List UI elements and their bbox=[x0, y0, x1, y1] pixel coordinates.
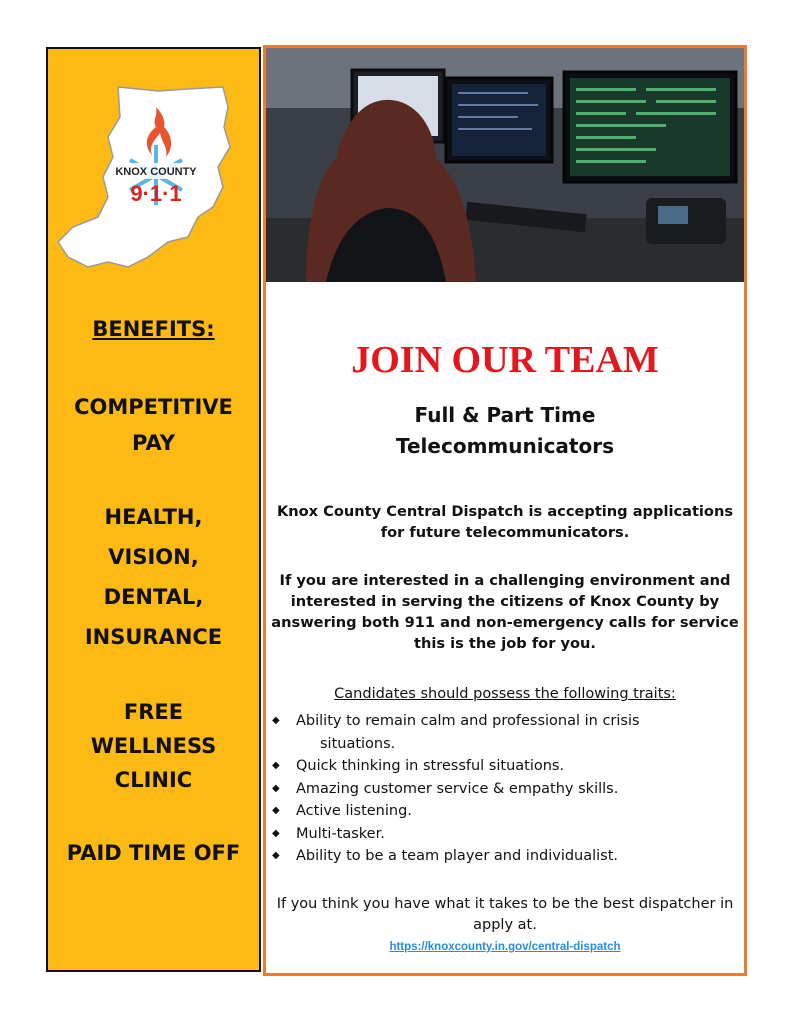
list-item bbox=[272, 823, 740, 846]
closing-text: If you think you have what it takes to be the best dispatcher in apply at. bbox=[276, 896, 734, 933]
benefit-wellness bbox=[48, 695, 259, 797]
benefit-line: WELLNESS bbox=[90, 734, 217, 758]
diamond-bullet-icon: ◆ bbox=[272, 715, 280, 726]
diamond-bullet-icon: ◆ bbox=[272, 827, 280, 839]
trait-text: Ability to remain calm and professional in crisis bbox=[296, 713, 640, 729]
list-item bbox=[272, 755, 740, 778]
diamond-bullet-icon: ◆ bbox=[272, 850, 280, 861]
subtitle-line: Telecommunicators bbox=[396, 434, 614, 458]
list-item bbox=[272, 778, 740, 801]
apply-link[interactable]: https://knoxcounty.in.gov/central-dispatch bbox=[389, 941, 621, 953]
benefit-line: VISION, bbox=[108, 545, 199, 569]
benefit-line: INSURANCE bbox=[84, 625, 223, 649]
traits-heading: Candidates should possess the following traits: bbox=[334, 686, 676, 702]
trait-text: Ability to be a team player and individualist. bbox=[296, 848, 619, 864]
logo-911-text: 9·1·1 bbox=[130, 181, 182, 206]
benefit-line: FREE bbox=[123, 700, 184, 724]
benefit-insurance bbox=[48, 497, 259, 657]
traits-list bbox=[272, 710, 740, 868]
benefit-line: PAID TIME OFF bbox=[66, 841, 241, 865]
list-item bbox=[272, 800, 740, 823]
list-item bbox=[272, 845, 740, 868]
benefit-pto bbox=[48, 833, 259, 873]
job-subtitle bbox=[266, 400, 744, 462]
logo-county-text: KNOX COUNTY bbox=[115, 166, 197, 178]
benefit-line: DENTAL, bbox=[103, 585, 204, 609]
dispatcher-photo bbox=[266, 48, 744, 282]
benefits-list bbox=[48, 317, 259, 873]
list-item bbox=[272, 710, 740, 755]
benefits-sidebar bbox=[46, 47, 261, 972]
job-posting-panel bbox=[263, 45, 747, 976]
benefit-line: PAY bbox=[132, 431, 175, 455]
trait-text-continued: situations. bbox=[320, 735, 396, 752]
interest-paragraph: If you are interested in a challenging environment and interested in serving the citizens of Knox County by answering both 911 and non-emergency calls for service this is the job for you. bbox=[271, 572, 739, 652]
benefits-heading: BENEFITS: bbox=[92, 317, 215, 341]
benefit-pay bbox=[48, 389, 259, 461]
knox-county-911-logo bbox=[48, 67, 259, 307]
trait-text: Multi-tasker. bbox=[296, 825, 385, 842]
trait-text: Amazing customer service & empathy skills. bbox=[296, 780, 619, 797]
intro-paragraph: Knox County Central Dispatch is accepting applications for future telecommunicators. bbox=[276, 503, 734, 541]
benefit-line: COMPETITIVE bbox=[74, 395, 233, 419]
diamond-bullet-icon: ◆ bbox=[272, 760, 280, 771]
subtitle-line: Full & Part Time bbox=[414, 403, 596, 427]
benefit-line: CLINIC bbox=[114, 768, 193, 792]
benefit-line: HEALTH, bbox=[104, 505, 203, 529]
page-title: JOIN OUR TEAM bbox=[351, 339, 659, 381]
diamond-bullet-icon: ◆ bbox=[272, 805, 280, 816]
diamond-bullet-icon: ◆ bbox=[272, 782, 280, 794]
trait-text: Active listening. bbox=[296, 803, 412, 819]
trait-text: Quick thinking in stressful situations. bbox=[296, 758, 565, 774]
